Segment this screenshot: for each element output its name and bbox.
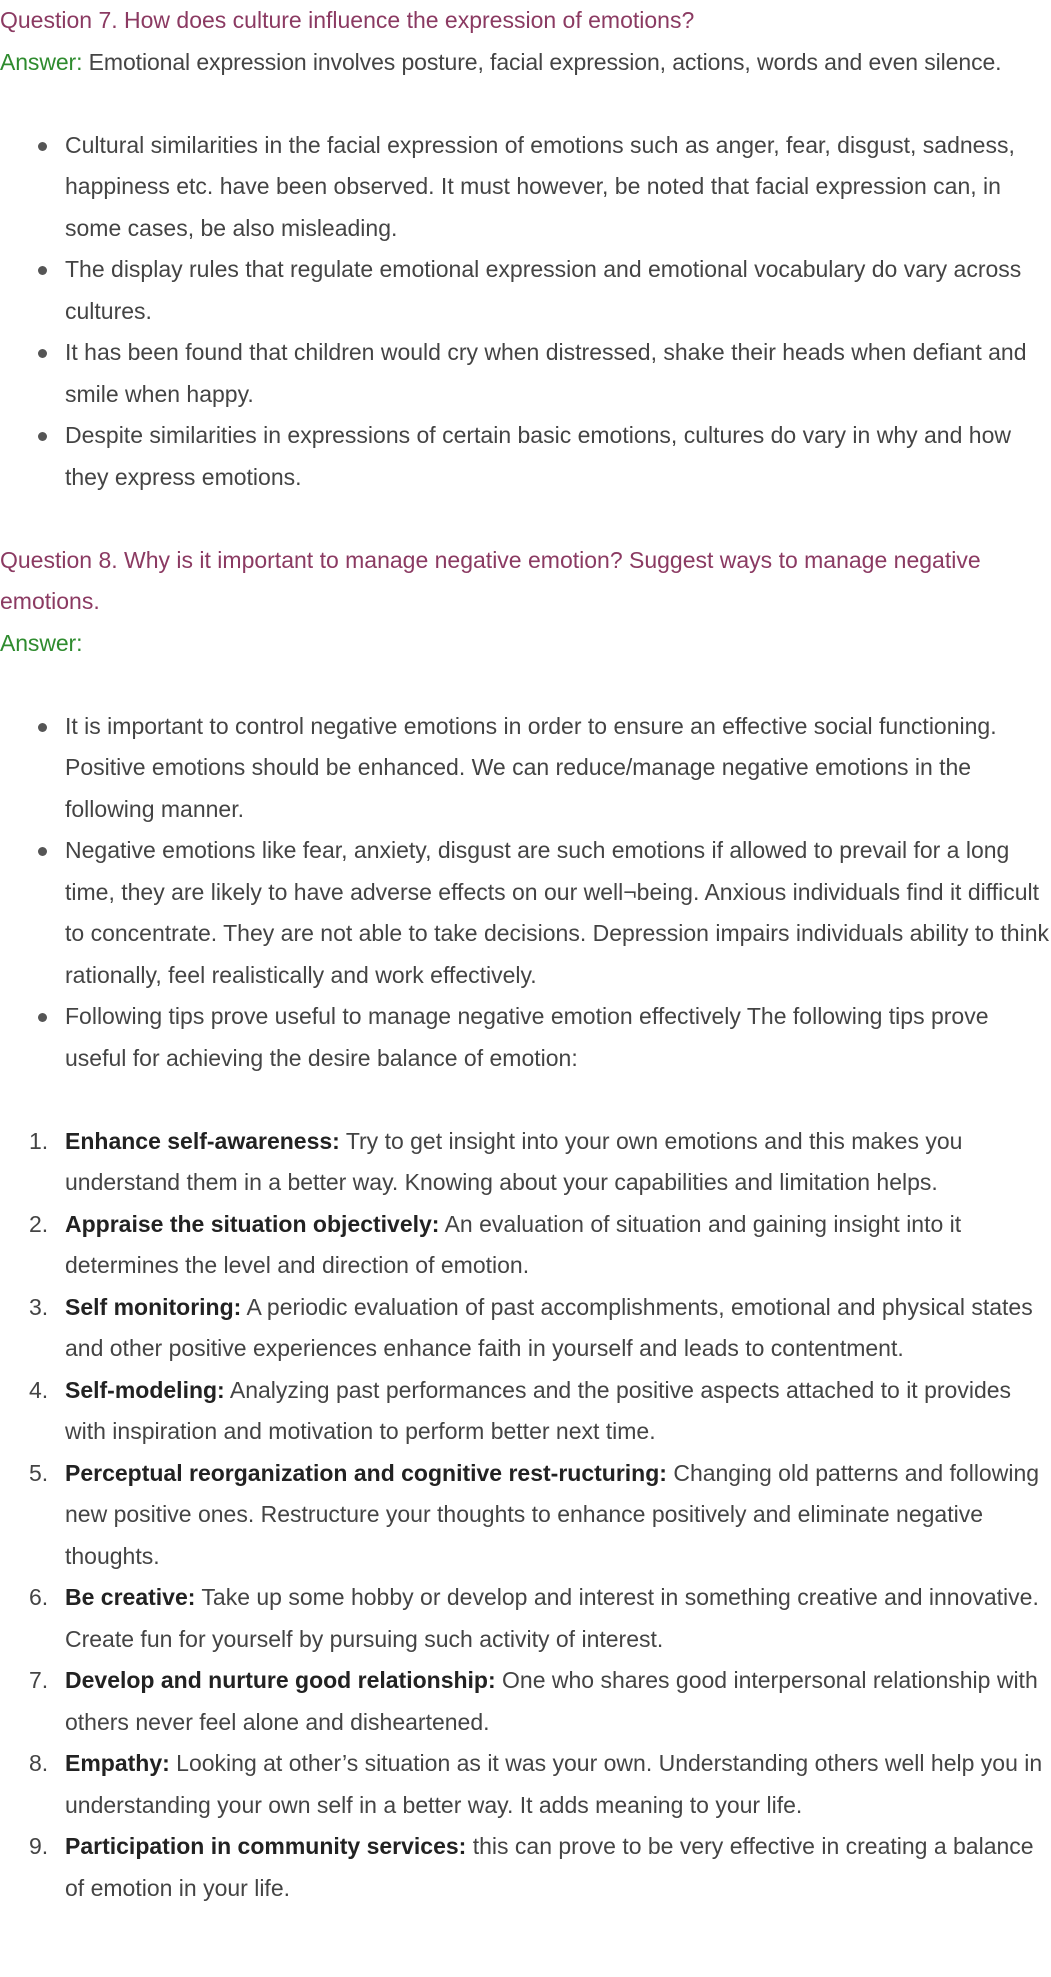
tip-term: Develop and nurture good relationship: [65,1667,496,1693]
tip-term: Be creative: [65,1584,196,1610]
list-item: It has been found that children would cry when distressed, shake their heads when defiant and smile when happy. [65,332,1051,415]
tip-text: Try to get insight into your own emotions and this makes you understand them in a better way. Knowing about your capabilities and limitation helps. [65,1127,963,1195]
list-item: Negative emotions like fear, anxiety, disgust are such emotions if allowed to prevail for a long time, they are likely to have adverse effects on our well¬being. Anxious individuals find it difficult to concentrate. They are not able to take decisions. Depression impairs individuals ability to think rationally, feel realistically and work effectively. [65,830,1051,996]
list-item [29,1826,1051,1909]
tip-text: Changing old patterns and following new positive ones. Restructure your thoughts to enhance positively and eliminate negative thoughts. [65,1459,1040,1569]
list-item [29,1453,1051,1578]
list-item [29,1370,1051,1453]
list-number: 1. [29,1127,49,1154]
spacer [0,664,1051,706]
list-item: Following tips prove useful to manage negative emotion effectively The following tips prove useful for achieving the desire balance of emotion: [65,996,1051,1079]
list-item [29,1287,1051,1370]
tip-term: Self-modeling: [65,1376,225,1403]
tip-term: Empathy: [65,1750,170,1776]
list-number: 6. [29,1584,49,1610]
question-8-heading: Question 8. Why is it important to manage negative emotion? Suggest ways to manage negative emotions. [0,546,981,614]
tip-term: Self monitoring: [65,1293,242,1320]
tip-text: Take up some hobby or develop and interest in something creative and innovative. Create fun for yourself by pursuing such activity of interest. [65,1584,1039,1652]
spacer [0,1079,1051,1121]
list-item [29,1204,1051,1287]
tip-term: Enhance self-awareness: [65,1127,340,1154]
tip-term: Appraise the situation objectively: [65,1210,440,1237]
answer-label: Answer: [0,629,83,656]
tip-term: Perceptual reorganization and cognitive rest-ructuring: [65,1459,667,1486]
tip-text: One who shares good interpersonal relationship with others never feel alone and disheartened. [65,1667,1038,1735]
question-7-heading: Question 7. How does culture influence the expression of emotions? [0,7,695,33]
tip-text: this can prove to be very effective in creating a balance of emotion in your life. [65,1833,1034,1901]
list-item [29,1121,1051,1204]
list-item: It is important to control negative emotions in order to ensure an effective social functioning. Positive emotions should be enhanced. We can reduce/manage negative emotions in the following manner. [65,706,1051,831]
list-item [29,1577,1051,1660]
list-number: 3. [29,1293,49,1320]
list-item [29,1743,1051,1826]
question-7-bullet-list [0,125,1051,499]
list-number: 4. [29,1376,49,1403]
tip-term: Participation in community services: [65,1833,467,1859]
question-7-answer [0,42,1051,84]
answer-intro-text: Emotional expression involves posture, facial expression, actions, words and even silence. [82,48,1002,75]
spacer [0,498,1051,540]
tip-text: Looking at other’s situation as it was your own. Understanding others well help you in understanding your own self in a better way. It adds meaning to your life. [65,1750,1043,1818]
tip-text: An evaluation of situation and gaining insight into it determines the level and direction of emotion. [65,1210,962,1278]
question-8-answer [0,623,1051,665]
spacer [0,83,1051,125]
question-8-bullet-list [0,706,1051,1080]
list-number: 9. [29,1833,49,1859]
answer-label: Answer: [0,48,83,75]
list-item: Cultural similarities in the facial expression of emotions such as anger, fear, disgust, sadness, happiness etc. have been observed. It must however, be noted that facial expression can, in some cases, be also misleading. [65,125,1051,250]
list-item: Despite similarities in expressions of certain basic emotions, cultures do vary in why and how they express emotions. [65,415,1051,498]
tip-text: A periodic evaluation of past accomplishments, emotional and physical states and other positive experiences enhance faith in yourself and leads to contentment. [65,1293,1033,1361]
list-number: 2. [29,1210,49,1237]
list-item [29,1660,1051,1743]
list-number: 7. [29,1667,49,1693]
tip-text: Analyzing past performances and the positive aspects attached to it provides with inspiration and motivation to perform better next time. [65,1376,1012,1444]
list-number: 8. [29,1750,49,1776]
list-number: 5. [29,1459,49,1486]
list-item: The display rules that regulate emotional expression and emotional vocabulary do vary across cultures. [65,249,1051,332]
tips-numbered-list [0,1121,1051,1910]
